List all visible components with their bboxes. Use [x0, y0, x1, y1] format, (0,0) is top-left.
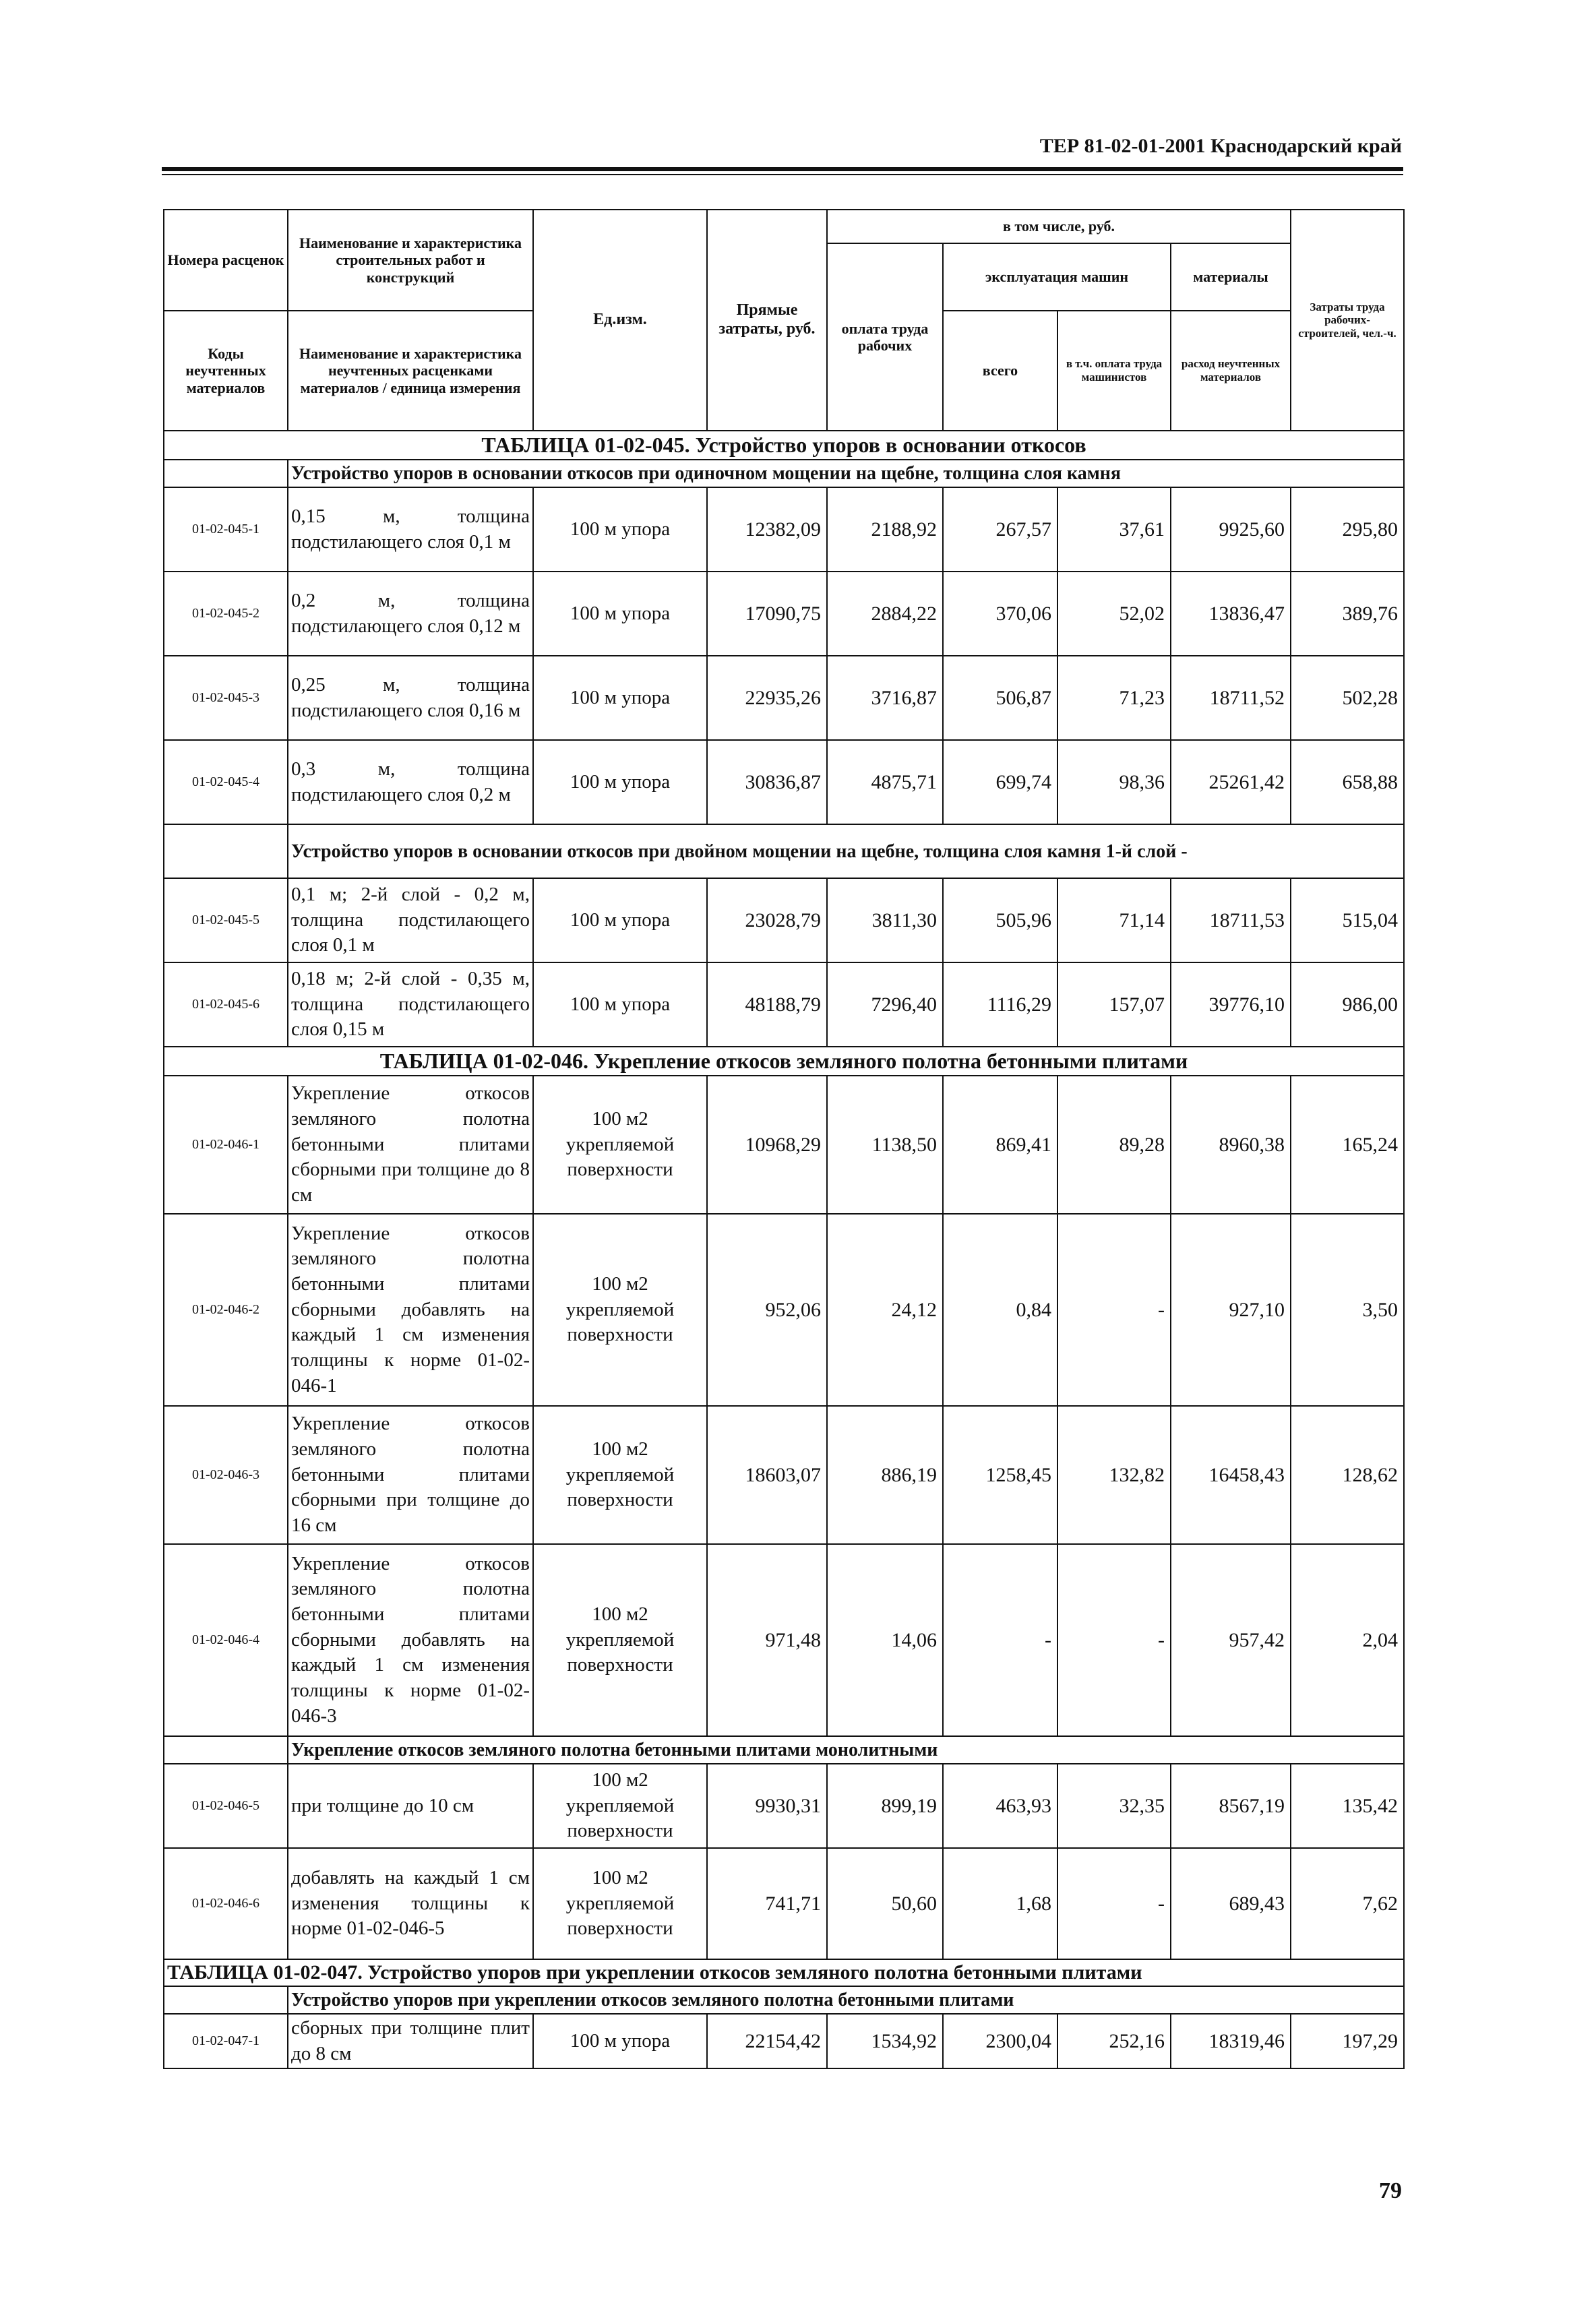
machine-cost: - — [943, 1544, 1057, 1736]
rate-unit: 100 м упора — [533, 572, 707, 656]
table-title: ТАБЛИЦА 01-02-047. Устройство упоров при укреплении откосов земляного полотна бетонными плитами — [164, 1959, 1404, 1986]
direct-cost: 18603,07 — [707, 1406, 827, 1544]
rate-code: 01-02-046-1 — [164, 1076, 288, 1214]
machine-cost: 2300,04 — [943, 2014, 1057, 2068]
machinist-labor-cost: 37,61 — [1057, 487, 1171, 572]
machinist-labor-cost: 71,14 — [1057, 878, 1171, 962]
direct-cost: 30836,87 — [707, 740, 827, 824]
table-title: ТАБЛИЦА 01-02-046. Укрепление откосов земляного полотна бетонными плитами — [164, 1047, 1404, 1076]
machine-cost: 505,96 — [943, 878, 1057, 962]
labor-cost: 7296,40 — [827, 962, 943, 1047]
table-row — [164, 962, 1404, 1047]
machinist-labor-cost: 32,35 — [1057, 1764, 1171, 1848]
rate-code: 01-02-045-6 — [164, 962, 288, 1047]
col-machines: эксплуатация машин — [943, 243, 1171, 311]
machine-cost: 699,74 — [943, 740, 1057, 824]
labor-cost: 899,19 — [827, 1764, 943, 1848]
labor-hours: 2,04 — [1291, 1544, 1404, 1736]
machinist-labor-cost: 252,16 — [1057, 2014, 1171, 2068]
table-row — [164, 572, 1404, 656]
labor-hours: 135,42 — [1291, 1764, 1404, 1848]
rate-unit: 100 м упора — [533, 656, 707, 740]
rate-name: при толщине до 10 см — [288, 1764, 533, 1848]
labor-cost: 50,60 — [827, 1848, 943, 1959]
col-incl: в том числе, руб. — [827, 210, 1291, 243]
material-cost: 8960,38 — [1171, 1076, 1291, 1214]
table-row — [164, 2014, 1404, 2068]
direct-cost: 17090,75 — [707, 572, 827, 656]
col-name-bottom: Наименование и характеристика неучтенных расценками материалов / единица измерения — [288, 311, 533, 431]
rate-name: 0,1 м; 2-й слой - 0,2 м, толщина подстилающего слоя 0,1 м — [288, 878, 533, 962]
material-cost: 18711,52 — [1171, 656, 1291, 740]
machinist-labor-cost: - — [1057, 1848, 1171, 1959]
direct-cost: 23028,79 — [707, 878, 827, 962]
col-unit: Ед.изм. — [533, 210, 707, 431]
labor-hours: 502,28 — [1291, 656, 1404, 740]
labor-hours: 295,80 — [1291, 487, 1404, 572]
direct-cost: 10968,29 — [707, 1076, 827, 1214]
labor-cost: 1138,50 — [827, 1076, 943, 1214]
labor-cost: 1534,92 — [827, 2014, 943, 2068]
labor-hours: 658,88 — [1291, 740, 1404, 824]
rate-name: Укрепление откосов земляного полотна бетонными плитами сборными добавлять на каждый 1 см изменения толщины к норме 01-02-046-1 — [288, 1214, 533, 1406]
rate-name: 0,25 м, толщина подстилающего слоя 0,16 м — [288, 656, 533, 740]
rate-name: 0,15 м, толщина подстилающего слоя 0,1 м — [288, 487, 533, 572]
table-row — [164, 1076, 1404, 1214]
rate-code: 01-02-045-1 — [164, 487, 288, 572]
rate-unit: 100 м2 укрепляемой поверхности — [533, 1544, 707, 1736]
col-mach-labor: в т.ч. оплата труда машинистов — [1057, 311, 1171, 431]
material-cost: 18711,53 — [1171, 878, 1291, 962]
col-code-top: Номера расценок — [164, 210, 288, 311]
rate-code: 01-02-045-5 — [164, 878, 288, 962]
col-code-bottom: Коды неучтенных материалов — [164, 311, 288, 431]
machine-cost: 463,93 — [943, 1764, 1057, 1848]
direct-cost: 952,06 — [707, 1214, 827, 1406]
machine-cost: 1116,29 — [943, 962, 1057, 1047]
direct-cost: 12382,09 — [707, 487, 827, 572]
section-heading: Устройство упоров при укреплении откосов земляного полотна бетонными плитами — [288, 1986, 1404, 2014]
rate-code: 01-02-045-2 — [164, 572, 288, 656]
rate-code: 01-02-046-6 — [164, 1848, 288, 1959]
rate-code: 01-02-046-5 — [164, 1764, 288, 1848]
table-row — [164, 1544, 1404, 1736]
section-heading: Устройство упоров в основании откосов при одиночном мощении на щебне, толщина слоя камня — [288, 460, 1404, 487]
rate-name: 0,3 м, толщина подстилающего слоя 0,2 м — [288, 740, 533, 824]
machinist-labor-cost: - — [1057, 1544, 1171, 1736]
table-row — [164, 1406, 1404, 1544]
rate-unit: 100 м упора — [533, 962, 707, 1047]
table-row — [164, 1764, 1404, 1848]
rate-unit: 100 м упора — [533, 740, 707, 824]
section-heading: Укрепление откосов земляного полотна бетонными плитами монолитными — [288, 1736, 1404, 1764]
labor-hours: 515,04 — [1291, 878, 1404, 962]
rate-name: добавлять на каждый 1 см изменения толщины к норме 01-02-046-5 — [288, 1848, 533, 1959]
machine-cost: 869,41 — [943, 1076, 1057, 1214]
rate-unit: 100 м упора — [533, 487, 707, 572]
rate-name: 0,2 м, толщина подстилающего слоя 0,12 м — [288, 572, 533, 656]
header-rule — [162, 167, 1403, 171]
rate-unit: 100 м2 укрепляемой поверхности — [533, 1076, 707, 1214]
machinist-labor-cost: 89,28 — [1057, 1076, 1171, 1214]
direct-cost: 9930,31 — [707, 1764, 827, 1848]
labor-hours: 128,62 — [1291, 1406, 1404, 1544]
col-mach-total: всего — [943, 311, 1057, 431]
rate-unit: 100 м2 укрепляемой поверхности — [533, 1764, 707, 1848]
table-row — [164, 1214, 1404, 1406]
header-rule-thin — [162, 174, 1403, 175]
document-header: ТЕР 81-02-01-2001 Краснодарский край — [1039, 135, 1402, 157]
labor-cost: 2884,22 — [827, 572, 943, 656]
machine-cost: 267,57 — [943, 487, 1057, 572]
table-row — [164, 740, 1404, 824]
material-cost: 25261,42 — [1171, 740, 1291, 824]
machinist-labor-cost: 71,23 — [1057, 656, 1171, 740]
col-labor: оплата труда рабочих — [827, 243, 943, 431]
section-heading: Устройство упоров в основании откосов при двойном мощении на щебне, толщина слоя камня 1-й слой - — [288, 824, 1404, 878]
direct-cost: 48188,79 — [707, 962, 827, 1047]
labor-cost: 14,06 — [827, 1544, 943, 1736]
rate-name: Укрепление откосов земляного полотна бетонными плитами сборными при толщине до 8 см — [288, 1076, 533, 1214]
labor-cost: 3811,30 — [827, 878, 943, 962]
material-cost: 689,43 — [1171, 1848, 1291, 1959]
material-cost: 8567,19 — [1171, 1764, 1291, 1848]
rates-table — [163, 209, 1405, 2069]
machine-cost: 506,87 — [943, 656, 1057, 740]
rate-unit: 100 м упора — [533, 2014, 707, 2068]
material-cost: 39776,10 — [1171, 962, 1291, 1047]
rate-name: сборных при толщине плит до 8 см — [288, 2014, 533, 2068]
labor-hours: 165,24 — [1291, 1076, 1404, 1214]
material-cost: 957,42 — [1171, 1544, 1291, 1736]
material-cost: 16458,43 — [1171, 1406, 1291, 1544]
material-cost: 927,10 — [1171, 1214, 1291, 1406]
rate-code: 01-02-046-2 — [164, 1214, 288, 1406]
machine-cost: 370,06 — [943, 572, 1057, 656]
machinist-labor-cost: 157,07 — [1057, 962, 1171, 1047]
col-hours: Затраты труда рабочих-строителей, чел.-ч. — [1291, 210, 1404, 431]
table-title: ТАБЛИЦА 01-02-045. Устройство упоров в основании откосов — [164, 431, 1404, 460]
page-number: 79 — [1379, 2178, 1402, 2203]
col-name-top: Наименование и характеристика строительных работ и конструкций — [288, 210, 533, 311]
direct-cost: 741,71 — [707, 1848, 827, 1959]
machine-cost: 1258,45 — [943, 1406, 1057, 1544]
rate-name: 0,18 м; 2-й слой - 0,35 м, толщина подстилающего слоя 0,15 м — [288, 962, 533, 1047]
material-cost: 13836,47 — [1171, 572, 1291, 656]
labor-cost: 3716,87 — [827, 656, 943, 740]
machinist-labor-cost: - — [1057, 1214, 1171, 1406]
machinist-labor-cost: 52,02 — [1057, 572, 1171, 656]
machine-cost: 0,84 — [943, 1214, 1057, 1406]
rate-code: 01-02-047-1 — [164, 2014, 288, 2068]
labor-cost: 2188,92 — [827, 487, 943, 572]
rate-code: 01-02-046-3 — [164, 1406, 288, 1544]
table-row — [164, 487, 1404, 572]
rate-code: 01-02-045-3 — [164, 656, 288, 740]
labor-hours: 3,50 — [1291, 1214, 1404, 1406]
rate-code: 01-02-046-4 — [164, 1544, 288, 1736]
rate-unit: 100 м2 укрепляемой поверхности — [533, 1214, 707, 1406]
direct-cost: 22154,42 — [707, 2014, 827, 2068]
labor-cost: 4875,71 — [827, 740, 943, 824]
labor-hours: 7,62 — [1291, 1848, 1404, 1959]
machinist-labor-cost: 98,36 — [1057, 740, 1171, 824]
labor-hours: 389,76 — [1291, 572, 1404, 656]
labor-hours: 197,29 — [1291, 2014, 1404, 2068]
machine-cost: 1,68 — [943, 1848, 1057, 1959]
col-direct: Прямые затраты, руб. — [707, 210, 827, 431]
table-row — [164, 656, 1404, 740]
table-row — [164, 878, 1404, 962]
material-cost: 18319,46 — [1171, 2014, 1291, 2068]
col-materials: материалы — [1171, 243, 1291, 311]
labor-cost: 886,19 — [827, 1406, 943, 1544]
rate-code: 01-02-045-4 — [164, 740, 288, 824]
rate-name: Укрепление откосов земляного полотна бетонными плитами сборными при толщине до 16 см — [288, 1406, 533, 1544]
rate-unit: 100 м упора — [533, 878, 707, 962]
direct-cost: 971,48 — [707, 1544, 827, 1736]
machinist-labor-cost: 132,82 — [1057, 1406, 1171, 1544]
rate-unit: 100 м2 укрепляемой поверхности — [533, 1406, 707, 1544]
col-mat-cons: расход неучтенных материалов — [1171, 311, 1291, 431]
rate-name: Укрепление откосов земляного полотна бетонными плитами сборными добавлять на каждый 1 см изменения толщины к норме 01-02-046-3 — [288, 1544, 533, 1736]
material-cost: 9925,60 — [1171, 487, 1291, 572]
labor-cost: 24,12 — [827, 1214, 943, 1406]
rate-unit: 100 м2 укрепляемой поверхности — [533, 1848, 707, 1959]
labor-hours: 986,00 — [1291, 962, 1404, 1047]
table-row — [164, 1848, 1404, 1959]
direct-cost: 22935,26 — [707, 656, 827, 740]
